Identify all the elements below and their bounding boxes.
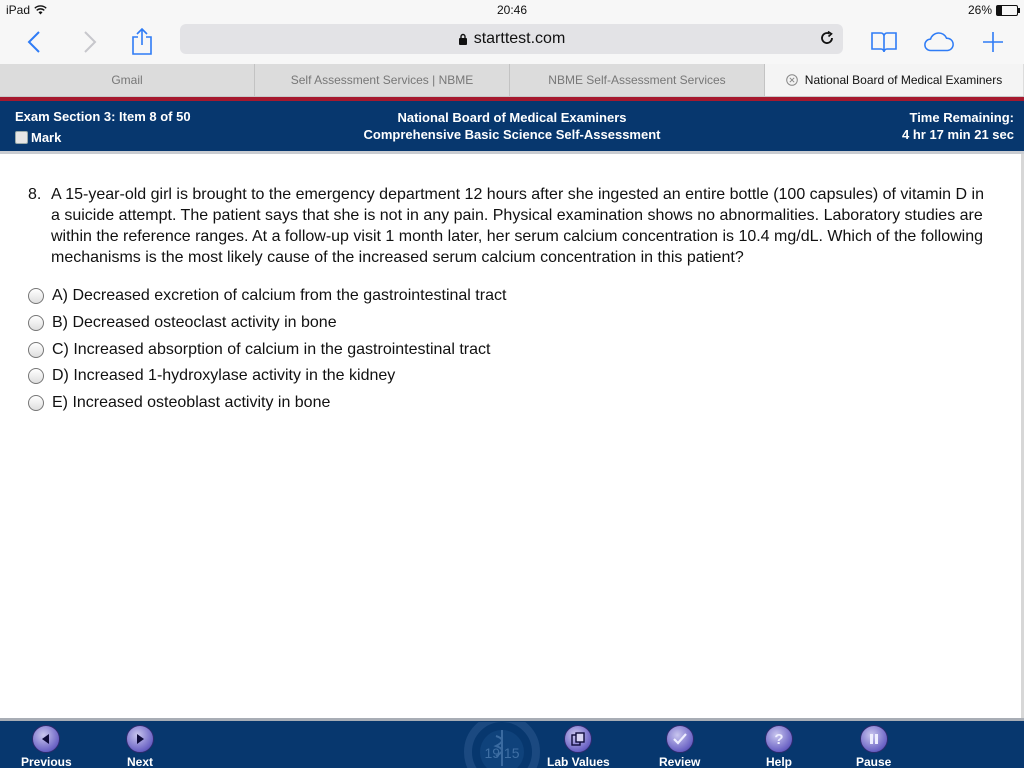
plus-icon <box>981 30 1005 54</box>
time-remaining <box>902 109 1014 143</box>
triangle-left-icon <box>40 733 52 745</box>
browser-toolbar <box>0 20 1024 64</box>
previous-button[interactable] <box>21 725 72 769</box>
previous-label: Previous <box>21 755 72 769</box>
device-name: iPad <box>6 3 31 17</box>
battery-percent: 26% <box>967 3 992 17</box>
radio-button[interactable] <box>28 395 44 411</box>
tab-gmail[interactable] <box>0 64 255 96</box>
next-button[interactable] <box>126 725 154 769</box>
pause-label: Pause <box>856 755 892 769</box>
question-block <box>28 184 993 268</box>
answer-option-b[interactable] <box>28 310 506 337</box>
mark-label: Mark <box>31 130 62 145</box>
next-label: Next <box>126 755 153 769</box>
cloud-icon <box>923 31 955 53</box>
exam-section-label: Exam Section 3: Item 8 of 50 <box>15 109 191 124</box>
question-mark-icon: ? <box>774 730 784 748</box>
question-stem: A 15-year-old girl is brought to the emergency department 12 hours after she ingested an entire bottle (100 capsules) of vitamin D in a suicide attempt. The patient says that she is not in any pain. Physical examination shows no abnormalities. Laboratory studies are within the reference ranges. At a follow-up visit 1 month later, her serum calcium concentration is 10.4 mg/dL. Which of the following mechanisms is the most likely cause of the increased serum calcium concentration in this patient? <box>51 186 984 266</box>
close-icon <box>786 74 798 86</box>
new-tab-button[interactable] <box>977 26 1009 58</box>
previous-circle <box>32 725 60 753</box>
radio-button[interactable] <box>28 368 44 384</box>
radio-button[interactable] <box>28 315 44 331</box>
battery-fill <box>997 6 1002 15</box>
exam-subtitle: Comprehensive Basic Science Self-Assessment <box>363 127 661 142</box>
triangle-right-icon <box>134 733 146 745</box>
bookmarks-button[interactable] <box>868 26 900 58</box>
tab-label: Self Assessment Services | NBME <box>290 73 474 87</box>
tab-self-assessment-services[interactable] <box>255 64 510 96</box>
address-bar[interactable] <box>180 24 843 54</box>
lock-icon <box>458 33 468 45</box>
tab-label: National Board of Medical Examiners <box>804 73 1003 87</box>
option-label: A) Decreased excretion of calcium from the gastrointestinal tract <box>52 287 507 305</box>
battery-icon <box>996 5 1018 16</box>
answer-option-e[interactable] <box>28 390 506 417</box>
nbme-seal-watermark <box>452 722 552 768</box>
bottom-nav-bar <box>0 718 1024 768</box>
status-right <box>968 3 1018 17</box>
status-time: 20:46 <box>496 3 528 17</box>
tab-label: Gmail <box>111 73 143 87</box>
reload-icon <box>819 30 835 46</box>
share-button[interactable] <box>126 26 158 58</box>
option-label: D) Increased 1-hydroxylase activity in the kidney <box>52 367 396 385</box>
help-circle <box>765 725 793 753</box>
answer-option-d[interactable] <box>28 363 506 390</box>
review-circle <box>666 725 694 753</box>
help-button[interactable] <box>765 725 793 769</box>
bottom-nav-divider <box>0 718 1024 721</box>
back-button[interactable] <box>18 26 50 58</box>
lab-values-label: Lab Values <box>547 755 610 769</box>
pause-icon <box>869 733 879 745</box>
exam-title <box>0 109 1024 143</box>
radio-button[interactable] <box>28 288 44 304</box>
answer-options <box>28 283 506 416</box>
pause-circle <box>860 725 888 753</box>
icloud-tabs-button[interactable] <box>923 26 955 58</box>
review-button[interactable] <box>659 725 700 769</box>
pause-button[interactable] <box>856 725 891 769</box>
org-name: National Board of Medical Examiners <box>397 110 627 125</box>
chevron-left-icon <box>27 30 41 54</box>
close-tab-button[interactable] <box>786 74 798 86</box>
lab-values-button[interactable] <box>547 725 610 769</box>
answer-option-c[interactable] <box>28 336 506 363</box>
reload-button[interactable] <box>819 30 835 46</box>
share-icon <box>131 28 153 56</box>
next-circle <box>126 725 154 753</box>
tab-bar <box>0 64 1024 97</box>
checkmark-icon <box>673 733 687 745</box>
exam-header <box>0 101 1024 151</box>
tab-label: NBME Self-Assessment Services <box>548 73 726 87</box>
chevron-right-icon <box>83 30 97 54</box>
tab-national-board[interactable] <box>765 64 1023 96</box>
time-remaining-label: Time Remaining: <box>909 110 1014 125</box>
url-text: starttest.com <box>473 30 566 47</box>
answer-option-a[interactable] <box>28 283 506 310</box>
option-label: B) Decreased osteoclast activity in bone <box>52 314 337 332</box>
book-icon <box>870 30 898 54</box>
help-label: Help <box>765 755 792 769</box>
radio-button[interactable] <box>28 342 44 358</box>
header-shadow <box>0 151 1024 154</box>
status-bar <box>0 0 1024 20</box>
option-label: C) Increased absorption of calcium in the gastrointestinal tract <box>52 340 491 358</box>
tab-nbme-self-assessment[interactable] <box>510 64 765 96</box>
lab-values-circle <box>564 725 592 753</box>
time-remaining-value: 4 hr 17 min 21 sec <box>901 127 1014 142</box>
option-label: E) Increased osteoblast activity in bone <box>52 394 331 412</box>
forward-button[interactable] <box>74 26 106 58</box>
question-number: 8. <box>28 186 42 203</box>
review-label: Review <box>659 755 701 769</box>
lab-values-icon <box>571 732 585 746</box>
seal-text: 19 15 <box>484 745 520 761</box>
